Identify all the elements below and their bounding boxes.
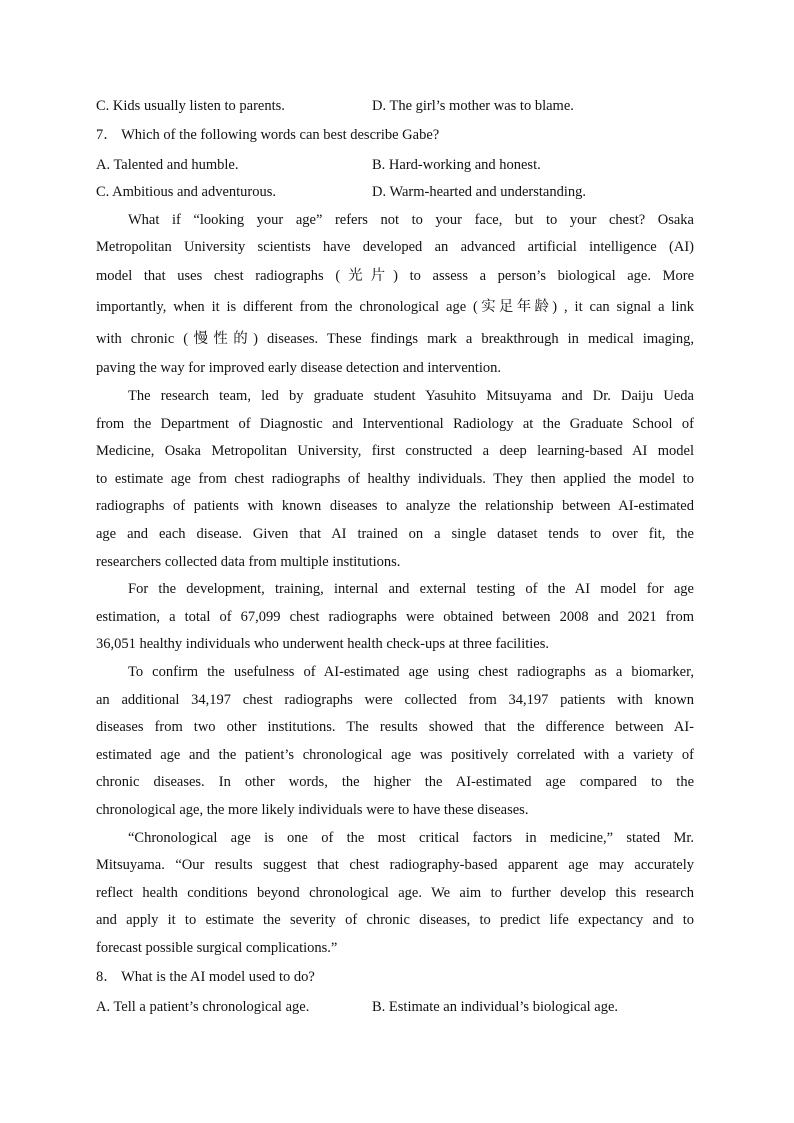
q8-stem: 8． What is the AI model used to do?: [96, 969, 315, 985]
paragraph-line: For the development, training, internal and external testing of the AI model for age: [128, 581, 694, 597]
q8-options-row-1: [96, 997, 619, 1017]
paragraph-line: chronological age, the more likely individuals were to have these diseases.: [96, 802, 529, 818]
paragraph-line: age and each disease. Given that AI trained on a single dataset tends to over fit, the: [96, 526, 694, 542]
paragraph-line: Mitsuyama. “Our results suggest that chest radiography-based apparent age may accurately: [96, 857, 694, 873]
q6-option-c: C. Kids usually listen to parents.: [96, 98, 285, 114]
paragraph-line: reflect health conditions beyond chronological age. We aim to further develop this research: [96, 885, 694, 901]
paragraph-line: researchers collected data from multiple institutions.: [96, 554, 401, 570]
paragraph-line: and apply it to estimate the severity of chronic diseases, to predict life expectancy and to: [96, 912, 694, 928]
paragraph-line: forecast possible surgical complications.”: [96, 940, 338, 956]
paragraph-line: with chronic (慢性的) diseases. These findings mark a breakthrough in medical imaging,: [96, 331, 694, 347]
paragraph-line: estimation, a total of 67,099 chest radiographs were obtained between 2008 and 2021 from: [96, 609, 694, 625]
q7-option-d: D. Warm-hearted and understanding.: [372, 184, 586, 200]
q8-option-a: A. Tell a patient’s chronological age.: [96, 999, 310, 1015]
q7-options-row-2: [96, 182, 586, 202]
paragraph-line: 36,051 healthy individuals who underwent health check-ups at three facilities.: [96, 636, 549, 652]
q7-stem: 7． Which of the following words can best describe Gabe?: [96, 127, 440, 143]
paragraph-line: model that uses chest radiographs (光片) to assess a person’s biological age. More: [96, 268, 694, 284]
q7-options-row-1: [96, 155, 541, 175]
q8-option-b: B. Estimate an individual’s biological age.: [372, 999, 619, 1015]
paragraph-line: to estimate age from chest radiographs of healthy individuals. They then applied the model to: [96, 471, 694, 487]
q7-option-c: C. Ambitious and adventurous.: [96, 184, 277, 200]
q6-option-d: D. The girl’s mother was to blame.: [372, 98, 574, 114]
paragraph-line: To confirm the usefulness of AI-estimated age using chest radiographs as a biomarker,: [128, 664, 694, 680]
paragraph-line: What if “looking your age” refers not to your face, but to your chest? Osaka: [128, 212, 694, 228]
q7-option-a: A. Talented and humble.: [96, 157, 239, 173]
paragraph-line: estimated age and the patient’s chronological age was positively correlated with a variety of: [96, 747, 694, 763]
paragraph-line: importantly, when it is different from the chronological age (实足年龄) , it can signal a link: [96, 299, 694, 315]
q7-option-b: B. Hard-working and honest.: [372, 157, 541, 173]
paragraph-line: “Chronological age is one of the most critical factors in medicine,” stated Mr.: [128, 830, 694, 846]
paragraph-line: diseases from two other institutions. The results showed that the difference between AI-: [96, 719, 694, 735]
paragraph-line: The research team, led by graduate student Yasuhito Mitsuyama and Dr. Daiju Ueda: [128, 388, 694, 404]
paragraph-line: an additional 34,197 chest radiographs were collected from 34,197 patients with known: [96, 692, 694, 708]
paragraph-line: Metropolitan University scientists have developed an advanced artificial intelligence (AI): [96, 239, 694, 255]
paragraph-line: Medicine, Osaka Metropolitan University, first constructed a deep learning-based AI model: [96, 443, 694, 459]
paragraph-line: paving the way for improved early disease detection and intervention.: [96, 360, 502, 376]
paragraph-line: radiographs of patients with known diseases to analyze the relationship between AI-estimated: [96, 498, 694, 514]
paragraph-line: from the Department of Diagnostic and Interventional Radiology at the Graduate School of: [96, 416, 694, 432]
q6-options-row: [96, 96, 574, 116]
paragraph-line: chronic diseases. In other words, the higher the AI-estimated age compared to the: [96, 774, 694, 790]
